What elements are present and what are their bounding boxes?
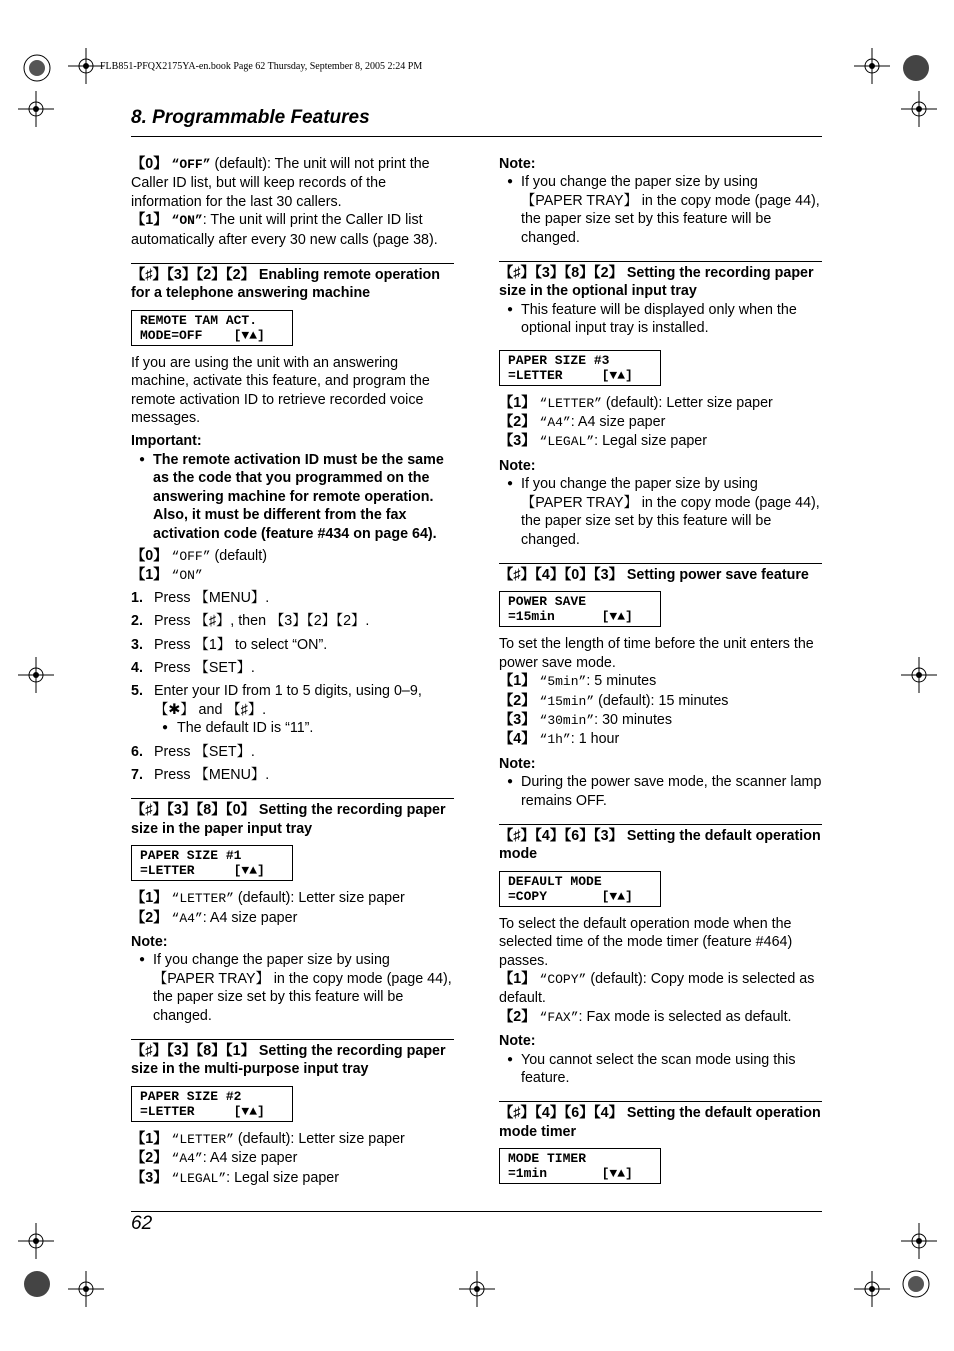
feature-464-display: MODE TIMER =1min [▼▲] [499, 1148, 661, 1184]
feature-380-option-1: 【1】 “LETTER” (default): Letter size paper [131, 890, 405, 907]
feature-463-option-2: 【2】 “FAX”: Fax mode is selected as default. [499, 1008, 792, 1025]
step-3: 3. Press 【1】 to select “ON”. [131, 636, 328, 653]
top-note-title: Note: [499, 156, 536, 172]
feature-381-heading: 【♯】【3】【8】【1】 Setting the recording paper size in the multi-purpose input tray [131, 1039, 454, 1079]
important-title: Important: [131, 433, 202, 450]
crosshair-icon [901, 1223, 937, 1259]
feature-322-option-1: 【1】 “ON” [131, 567, 203, 584]
crosshair-icon [854, 1271, 890, 1307]
feature-403-heading: 【♯】【4】【0】【3】 Setting power save feature [499, 563, 822, 584]
right-column [499, 155, 822, 1192]
registration-mark-icon [22, 1269, 52, 1299]
step-5-sub-bullet: ● The default ID is “11”. [154, 719, 454, 737]
crosshair-icon [901, 657, 937, 693]
left-column [131, 155, 454, 1188]
crosshair-icon [68, 48, 104, 84]
file-header: FLB851-PFQX2175YA-en.book Page 62 Thursday, September 8, 2005 2:24 PM [100, 61, 423, 72]
crosshair-icon [18, 91, 54, 127]
step-1: 1. Press 【MENU】. [131, 589, 270, 606]
page-number: 62 [131, 1213, 153, 1234]
crosshair-icon [459, 1271, 495, 1307]
feature-322-heading: 【♯】【3】【2】【2】 Enabling remote operation for a telephone answering machine [131, 263, 454, 303]
crosshair-icon [901, 91, 937, 127]
step-6: 6. Press 【SET】. [131, 743, 255, 760]
feature-322-option-0: 【0】 “OFF” (default) [131, 547, 267, 564]
step-4: 4. Press 【SET】. [131, 659, 255, 676]
top-note-bullet: ● If you change the paper size by using 【PAPER TRAY】 in the copy mode (page 44), the paper size set by this feature will be changed. [499, 173, 822, 247]
feature-463-heading: 【♯】【4】【6】【3】 Setting the default operation mode [499, 824, 822, 864]
feature-403-option-3: 【3】 “30min”: 30 minutes [499, 711, 673, 728]
crosshair-icon [18, 657, 54, 693]
feature-463-body: To select the default operation mode when the selected time of the mode timer (feature #464) passes. [499, 915, 793, 969]
feature-322-display: REMOTE TAM ACT. MODE=OFF [▼▲] [131, 310, 293, 346]
feature-403-body: To set the length of time before the unit enters the power save mode. [499, 636, 814, 671]
feature-382-bullet: ● This feature will be displayed only when the optional input tray is installed. [499, 301, 822, 338]
registration-mark-icon [901, 1269, 931, 1299]
footer-rule [131, 1211, 822, 1212]
feature-382-option-3: 【3】 “LEGAL”: Legal size paper [499, 433, 708, 450]
feature-403-option-4: 【4】 “1h”: 1 hour [499, 731, 620, 748]
feature-403-option-1: 【1】 “5min”: 5 minutes [499, 673, 657, 690]
important-bullet: ● The remote activation ID must be the same as the code that you programmed on the answering machine for remote operation. Also, it must be different from the fax activation code (feature #434 on page 64). [131, 451, 454, 543]
feature-403-option-2: 【2】 “15min” (default): 15 minutes [499, 692, 729, 709]
feature-381-option-3: 【3】 “LEGAL”: Legal size paper [131, 1169, 340, 1186]
feature-382-heading: 【♯】【3】【8】【2】 Setting the recording paper size in the optional input tray [499, 261, 822, 301]
registration-mark-icon [22, 53, 52, 83]
feature-403-note-title: Note: [499, 755, 536, 772]
feature-403-note-bullet: ● During the power save mode, the scanner lamp remains OFF. [499, 773, 822, 810]
feature-380-heading: 【♯】【3】【8】【0】 Setting the recording paper size in the paper input tray [131, 798, 454, 838]
feature-463-note-title: Note: [499, 1033, 536, 1050]
intro-option-0: 【0】 “OFF” (default): The unit will not print the Caller ID list, but will keep records of the information for the last 30 callers. [131, 156, 430, 210]
feature-380-display: PAPER SIZE #1 =LETTER [▼▲] [131, 845, 293, 881]
feature-380-note-bullet: ● If you change the paper size by using 【PAPER TRAY】 in the copy mode (page 44), the paper size set by this feature will be changed. [131, 951, 454, 1025]
registration-mark-icon [901, 53, 931, 83]
feature-382-option-2: 【2】 “A4”: A4 size paper [499, 414, 666, 431]
feature-382-note-bullet: ● If you change the paper size by using 【PAPER TRAY】 in the copy mode (page 44), the paper size set by this feature will be changed. [499, 475, 822, 549]
intro-option-1: 【1】 “ON”: The unit will print the Caller ID list automatically after every 30 new calls (page 38). [131, 212, 438, 248]
crosshair-icon [854, 48, 890, 84]
feature-380-note-title: Note: [131, 934, 168, 950]
feature-464-heading: 【♯】【4】【6】【4】 Setting the default operation mode timer [499, 1101, 822, 1141]
feature-463-display: DEFAULT MODE =COPY [▼▲] [499, 871, 661, 907]
step-5: 5. Enter your ID from 1 to 5 digits, using 0–9, 【✱】 and 【♯】. [131, 683, 422, 718]
header-rule [131, 136, 822, 137]
feature-403-display: POWER SAVE =15min [▼▲] [499, 591, 661, 627]
step-7: 7. Press 【MENU】. [131, 766, 270, 783]
feature-381-option-1: 【1】 “LETTER” (default): Letter size paper [131, 1130, 405, 1147]
feature-381-display: PAPER SIZE #2 =LETTER [▼▲] [131, 1086, 293, 1122]
feature-322-steps [131, 589, 454, 785]
feature-382-display: PAPER SIZE #3 =LETTER [▼▲] [499, 350, 661, 386]
feature-322-body: If you are using the unit with an answering machine, activate this feature, and program the remote activation ID to retrieve recorded voice messages. [131, 354, 430, 427]
crosshair-icon [18, 1223, 54, 1259]
feature-382-option-1: 【1】 “LETTER” (default): Letter size paper [499, 394, 773, 411]
feature-463-note-bullet: ● You cannot select the scan mode using this feature. [499, 1051, 822, 1088]
feature-380-option-2: 【2】 “A4”: A4 size paper [131, 909, 298, 926]
crosshair-icon [68, 1271, 104, 1307]
feature-382-note-title: Note: [499, 457, 536, 474]
feature-463-option-1: 【1】 “COPY” (default): Copy mode is selected as default. [499, 971, 815, 1007]
section-title: 8. Programmable Features [131, 107, 370, 128]
feature-381-option-2: 【2】 “A4”: A4 size paper [131, 1150, 298, 1167]
step-2: 2. Press 【♯】, then 【3】【2】【2】. [131, 613, 370, 630]
